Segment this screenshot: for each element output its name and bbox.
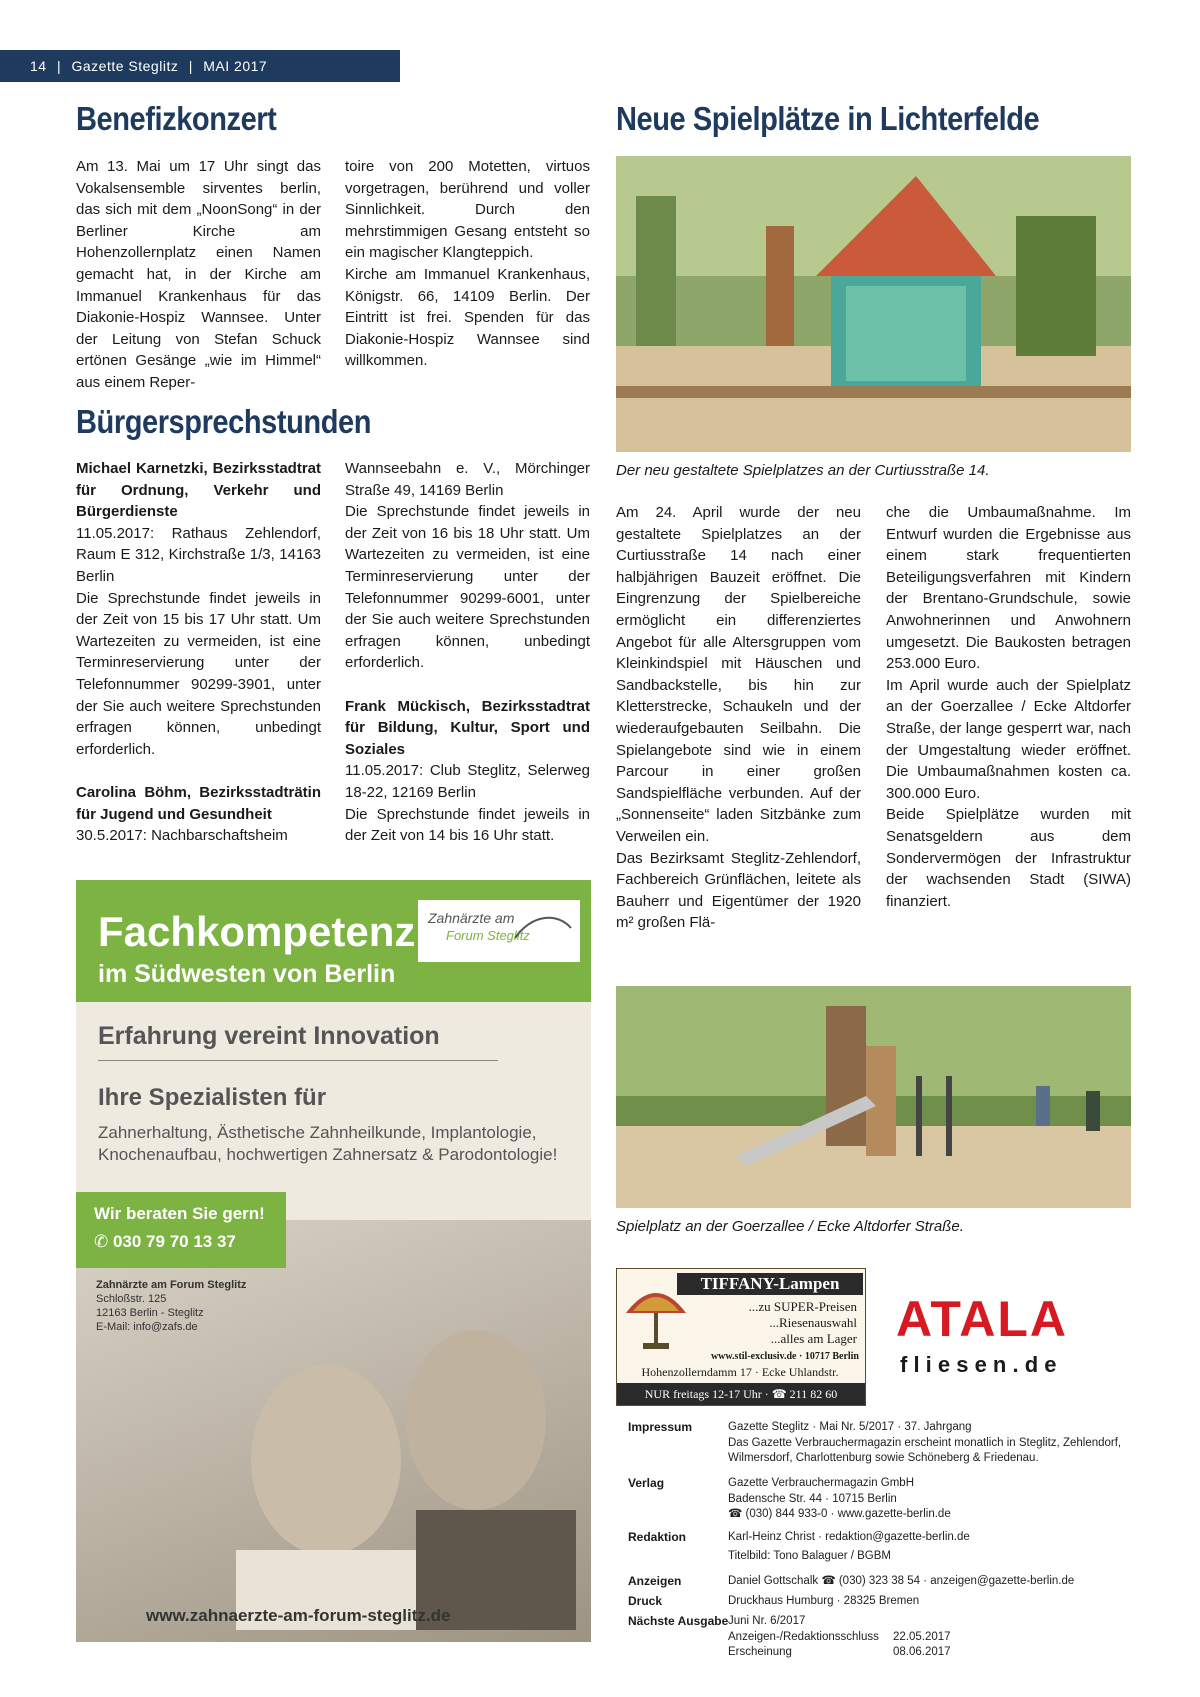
tiffany-title: TIFFANY-Lampen	[677, 1273, 863, 1295]
atala-logo: ATALA	[896, 1291, 1068, 1347]
atala-ad	[890, 1290, 1130, 1390]
tiffany-ad	[616, 1268, 866, 1406]
ad-services: Zahnerhaltung, Ästhetische Zahnheilkunde, Implantologie, Knochenaufbau, hochwertigen Zahnersatz & Parodontologie!	[98, 1123, 558, 1164]
zahnarzt-ad-photo	[76, 1204, 591, 1642]
spielplatz-col2: che die Umbaumaßnahme. Im Entwurf wurden die Ergebnisse aus einem stark frequentierten Beteiligungsverfahren mit Kindern der Brentano-Grundschule, sowie Anwohnerinnen und Anwohnern umgesetzt. Die Baukosten betragen 253.000 Euro. Im April wurde auch der Spielplatz an der Goerzallee / Ecke Altdorfer Straße, der lange gesperrt war, nach der Umgestaltung wieder eröffnet. Die Umbaumaßnahmen kosten ca. 300.000 Euro. Beide Spielplätze wurden mit Senatsgeldern aus dem Sondervermögen der Infrastruktur der wachsenden Stadt (SIWA) finanziert.	[886, 504, 1131, 910]
tooth-swoosh-icon	[513, 908, 573, 948]
buerger-col1: Michael Karnetzki, Bezirksstadtrat für Ordnung, Verkehr und Bürgerdienste 11.05.2017: Rathaus Zehlendorf, Raum E 312, Kirchstraße 1/3, 14163 Berlin Die Sprechstunde findet jeweils in der Zeit von 15 bis 17 Uhr statt. Um Wartezeiten zu vermeiden, ist eine Terminreservierung unter der Telefonnummer 90299-3901, unter der Sie auch weitere Sprechstunden erfragen können, unbedingt erforderlich. Carolina Böhm, Bezirksstadträtin für Jugend und Gesundheit 30.5.2017: Nachbarschaftsheim	[76, 460, 321, 845]
tiffany-lamp-icon	[621, 1273, 691, 1353]
atala-sub: f l i e s e n . d e	[900, 1352, 1057, 1377]
benefiz-col1: Am 13. Mai um 17 Uhr singt das Vokalsensemble sirventes berlin, das sich mit dem „NoonSong“ in der Berliner Kirche am Hohenzollernplatz einen Namen gemacht hat, in der Kirche am Immanuel Krankenhaus für das Diakonie-Hospiz Wannsee. Unter der Leitung von Stefan Schuck ertönen Gesänge „wie im Himmel“ aus einem Reper-	[76, 158, 321, 391]
ad-cta-box	[76, 1192, 286, 1268]
spielplatz-col1: Am 24. April wurde der neu gestaltete Spielplatzes an der Curtiusstraße 14 nach einer halbjährigen Bauzeit eröffnet. Die Eingrenzung der Spielbereiche ermöglicht ein differenziertes Angebot für alle Altersgruppen vom Kleinkindspiel mit Häuschen und Sandbackstelle, bis hin zur Kletterstrecke, Schaukeln und der wiederaufgebauten Seilbahn. Die Spielangebote sind wie in einem Parcour in einer großen Sandspielfläche verbunden. Auf der „Sonnenseite“ laden Sitzbänke zum Verweilen ein. Das Bezirksamt Steglitz-Zehlendorf, Fachbereich Grünflächen, leitete als Bauherr und Eigentümer der 1920 m² großen Flä-	[616, 504, 861, 932]
tiffany-claims: ...zu SUPER-Preisen ...Riesenauswahl ...alles am Lager	[748, 1299, 857, 1346]
zahnarzt-ad-middle	[76, 1002, 591, 1220]
caption-goerzallee: Spielplatz an der Goerzallee / Ecke Altdorfer Straße.	[616, 1218, 964, 1235]
publication-name: Gazette Steglitz	[71, 58, 179, 74]
playground-photo-1	[616, 156, 1131, 452]
buerger-title: Bürgersprechstunden	[76, 403, 372, 440]
ad-address: Zahnärzte am Forum Steglitz Schloßstr. 125 12163 Berlin - Steglitz E-Mail: info@zafs.de	[96, 1279, 247, 1333]
ad-url[interactable]: www.zahnaerzte-am-forum-steglitz.de	[146, 1606, 451, 1625]
spielplatz-title: Neue Spielplätze in Lichterfelde	[616, 100, 1040, 137]
buerger-col2: Wannseebahn e. V., Mörchinger Straße 49, 14169 Berlin Die Sprechstunde findet jeweils in der Zeit von 16 bis 18 Uhr statt. Um Wartezeiten zu vermeiden, ist eine Terminreservierung unter der Telefonnummer 90299-6001, unter der Sie auch weitere Sprechstunden erfragen können, unbedingt erforderlich. Frank Mückisch, Bezirksstadtrat für Bildung, Kultur, Sport und Soziales 11.05.2017: Club Steglitz, Selerweg 18-22, 12169 Berlin Die Sprechstunde findet jeweils in der Zeit von 14 bis 16 Uhr statt.	[345, 460, 590, 845]
ad-cta: Wir beraten Sie gern!	[94, 1204, 265, 1223]
page-number: 14	[30, 58, 47, 74]
dentists-photo	[216, 1310, 576, 1630]
caption-curtius: Der neu gestaltete Spielplatzes an der Curtiusstraße 14.	[616, 462, 990, 479]
zahnarzt-logo: Zahnärzte am Forum Steglitz	[418, 900, 580, 962]
ad-slogan: Erfahrung vereint Innovation	[98, 1022, 440, 1050]
ad-subheadline: im Südwesten von Berlin	[98, 960, 396, 988]
ad-phone: ✆ 030 79 70 13 37	[94, 1232, 236, 1251]
divider	[98, 1060, 498, 1061]
phone-icon: ✆	[94, 1232, 113, 1251]
tiffany-address: Hohenzollerndamm 17 · Ecke Uhlandstr.	[641, 1365, 839, 1379]
playground-photo-2-image	[616, 986, 1131, 1208]
ad-spez: Ihre Spezialisten für	[98, 1084, 327, 1111]
benefiz-title: Benefizkonzert	[76, 100, 277, 137]
issue-date: MAI 2017	[203, 58, 268, 74]
page-header: 14 | Gazette Steglitz | MAI 2017	[0, 50, 400, 82]
playground-photo-2	[616, 986, 1131, 1208]
tiffany-web: www.stil-exclusiv.de · 10717 Berlin	[710, 1351, 859, 1362]
benefiz-col2: toire von 200 Motetten, virtuos vorgetragen, berührend und voller Sinnlichkeit. Durch den mehrstimmigen Gesang entsteht so ein magischer Klangteppich. Kirche am Immanuel Krankenhaus, Königstr. 66, 14109 Berlin. Der Eintritt ist frei. Spenden für das Diakonie-Hospiz Wannsee sind willkommen.	[345, 158, 590, 370]
tiffany-hours: NUR freitags 12-17 Uhr · ☎ 211 82 60	[617, 1383, 865, 1405]
zahnarzt-ad-top	[76, 880, 591, 1002]
playground-photo-1-image	[616, 156, 1131, 452]
ad-headline: Fachkompetenz	[98, 908, 416, 955]
